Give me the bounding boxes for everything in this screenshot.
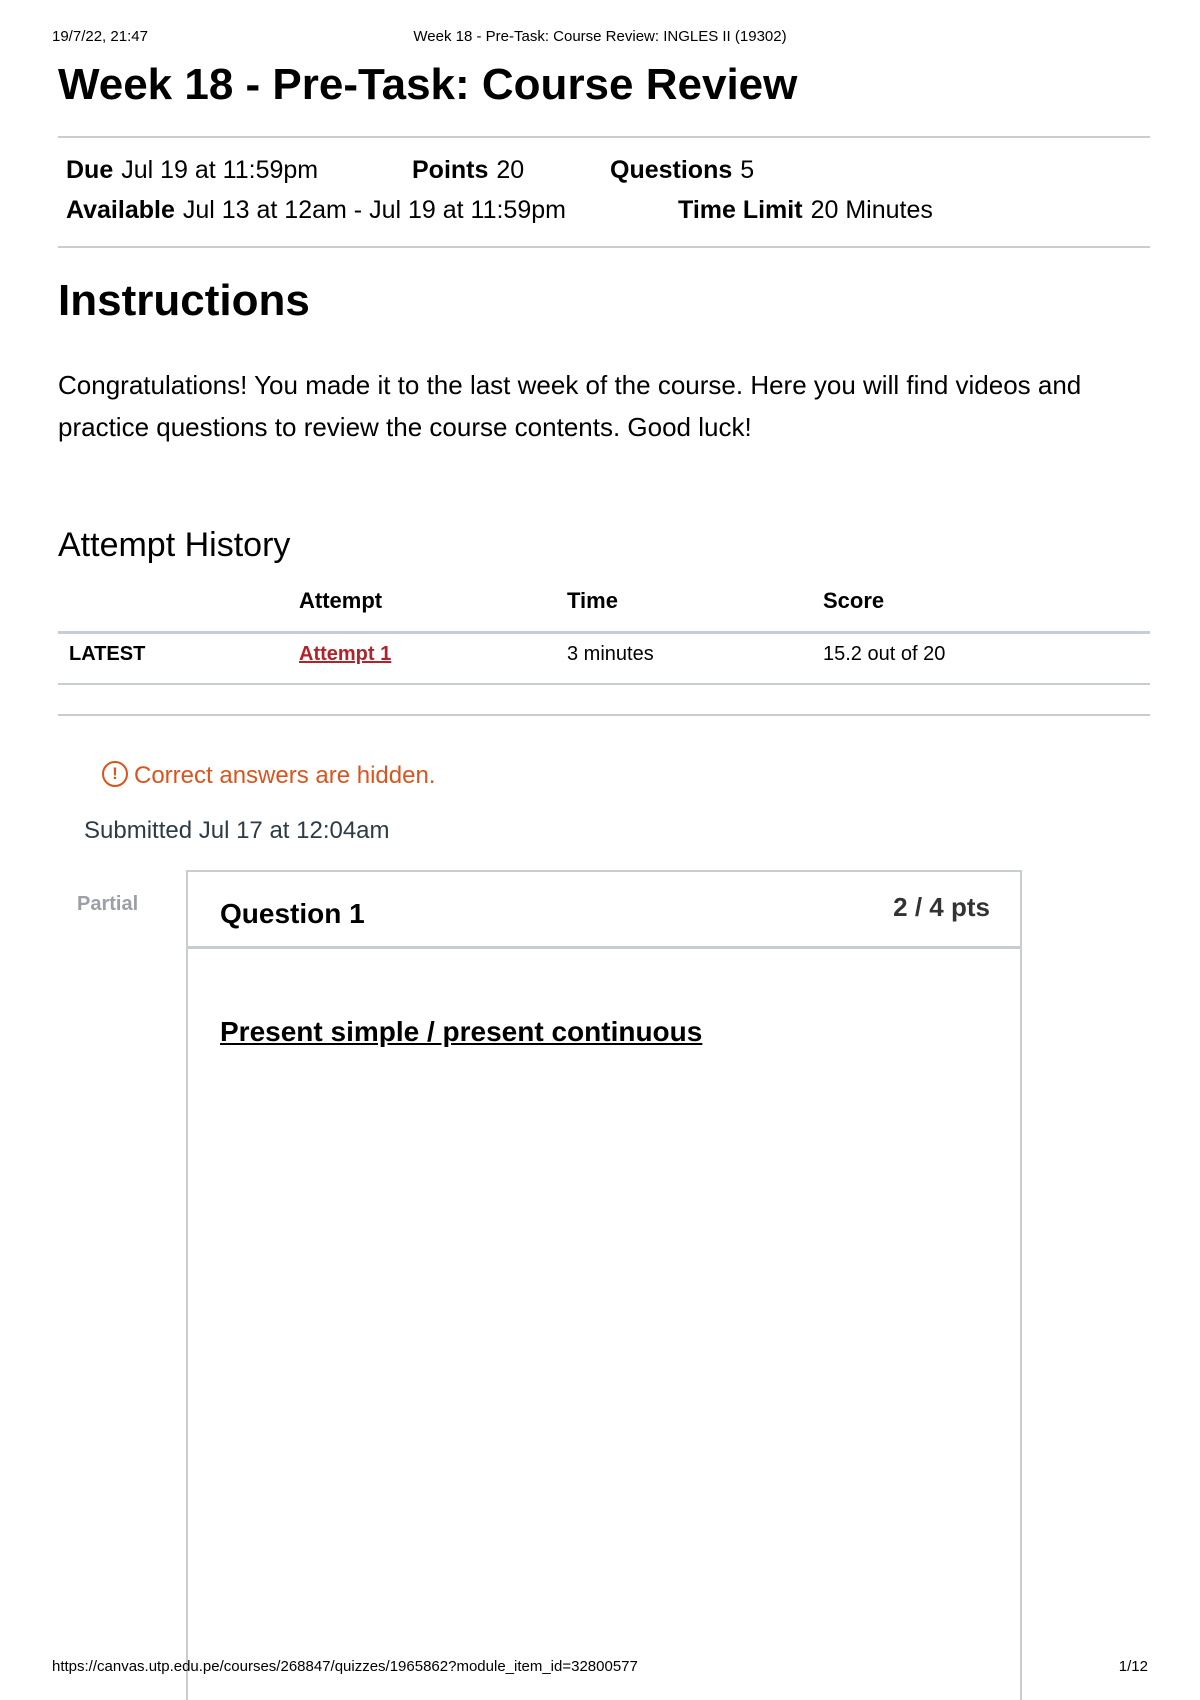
divider bbox=[58, 246, 1150, 248]
points-label: Points bbox=[412, 156, 489, 184]
page-title: Week 18 - Pre-Task: Course Review bbox=[58, 60, 798, 109]
questions-meta bbox=[610, 156, 754, 185]
time-limit-meta bbox=[678, 196, 933, 225]
column-header-attempt: Attempt bbox=[299, 588, 383, 613]
available-label: Available bbox=[66, 196, 175, 224]
time-limit-value: 20 Minutes bbox=[810, 196, 933, 224]
due-value: Jul 19 at 11:59pm bbox=[121, 156, 319, 184]
column-header-score: Score bbox=[823, 588, 885, 613]
question-status-badge: Partial bbox=[77, 893, 139, 915]
print-header bbox=[52, 28, 1148, 48]
attempt-1-link[interactable]: Attempt 1 bbox=[299, 643, 392, 665]
column-header-time: Time bbox=[567, 588, 618, 613]
alert-circle-icon: ! bbox=[102, 761, 128, 787]
due-label: Due bbox=[66, 156, 114, 184]
available-value: Jul 13 at 12am - Jul 19 at 11:59pm bbox=[182, 196, 566, 224]
attempt-time: 3 minutes bbox=[567, 643, 654, 665]
time-limit-label: Time Limit bbox=[678, 196, 803, 224]
question-points: 2 / 4 pts bbox=[893, 892, 990, 922]
table-row-divider bbox=[58, 683, 1150, 685]
row-label-latest: LATEST bbox=[69, 643, 146, 665]
print-doc-title: Week 18 - Pre-Task: Course Review: INGLES II (19302) bbox=[413, 28, 787, 45]
correct-answers-hidden-notice bbox=[102, 762, 435, 790]
page-number: 1/12 bbox=[1118, 1658, 1148, 1675]
notice-text: Correct answers are hidden. bbox=[134, 762, 436, 789]
instructions-heading: Instructions bbox=[58, 276, 310, 325]
print-url: https://canvas.utp.edu.pe/courses/268847/quizzes/1965862?module_item_id=32800577 bbox=[52, 1658, 638, 1675]
divider bbox=[58, 714, 1150, 716]
instructions-text: Congratulations! You made it to the last week of the course. Here you will find videos and practice questions to review the course contents. Good luck! bbox=[58, 370, 1082, 442]
questions-value: 5 bbox=[740, 156, 755, 184]
table-header-divider bbox=[58, 631, 1150, 634]
due-meta bbox=[66, 156, 318, 185]
questions-label: Questions bbox=[610, 156, 733, 184]
print-footer bbox=[52, 1658, 1148, 1678]
points-meta bbox=[412, 156, 524, 185]
available-meta bbox=[66, 196, 566, 225]
attempt-score: 15.2 out of 20 bbox=[823, 643, 946, 665]
divider bbox=[58, 136, 1150, 138]
print-datetime: 19/7/22, 21:47 bbox=[52, 28, 148, 45]
question-title: Question 1 bbox=[220, 898, 365, 929]
question-header bbox=[188, 872, 1020, 949]
question-card bbox=[186, 870, 1022, 1700]
points-value: 20 bbox=[496, 156, 525, 184]
attempt-history-heading: Attempt History bbox=[58, 526, 291, 564]
question-topic: Present simple / present continuous bbox=[220, 1016, 703, 1047]
submitted-timestamp: Submitted Jul 17 at 12:04am bbox=[84, 817, 390, 844]
